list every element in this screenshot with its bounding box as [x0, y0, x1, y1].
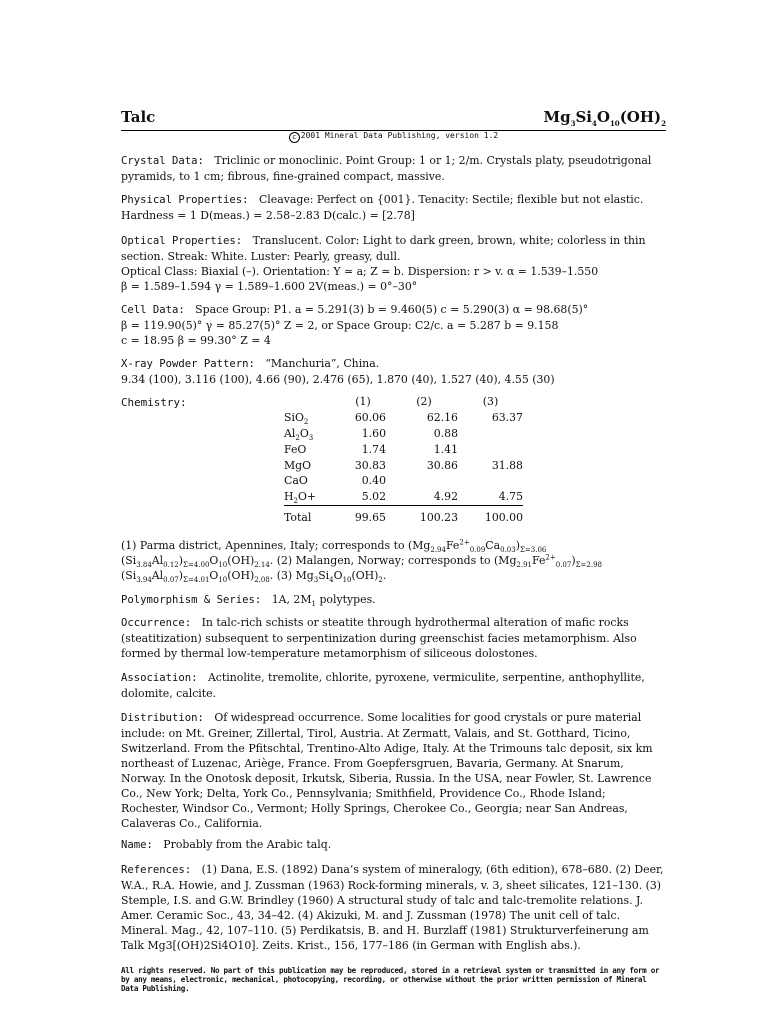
- physical-properties-section: [121, 192, 666, 223]
- name-text: Probably from the Arabic talq.: [163, 838, 332, 851]
- chemistry-col-3: (3): [482, 395, 499, 409]
- occurrence-section: [121, 615, 666, 661]
- chemistry-table: [284, 394, 523, 525]
- distribution-text: Of widespread occurrence. Some localities for good crystals or pure material include: on Mt. Greiner, Zillertal, Tirol, Austria. At Zermatt, Valais, and St. Gotthard, Ticino, Switzerland. From the Pfitschtal, Trentino-Alto Adige, Italy. At the Trimouns talc deposit, six km northeast of Luzenac, Ariège, France. From Goepfersgruen, Bavaria, Germany. At Snarum, Norway. In the Onotosk deposit, Irkutsk, Siberia, Russia. In the USA, near Fowler, St. Lawrence Co., New York; Delta, York Co., Pennsylvania; Smithfield, Providence Co., Rhode Island; Rochester, Windsor Co., Vermont; Holly Springs, Cherokee Co., Georgia; near San Andreas, Calaveras Co., California.: [121, 711, 653, 830]
- chemistry-col-1: (1): [355, 395, 371, 409]
- value-cell: 1.41: [433, 442, 458, 456]
- xray-label: X-ray Powder Pattern:: [121, 358, 255, 370]
- value-cell: [390, 473, 458, 489]
- optical-indices-line: β = 1.589–1.594 γ = 1.589–1.600 2V(meas.) = 0°–30°: [121, 280, 418, 293]
- value-cell: [458, 426, 523, 442]
- copyright-icon: c: [289, 132, 300, 143]
- cell-data-line-3: c = 18.95 β = 99.30° Z = 4: [121, 334, 271, 347]
- value-cell: 1.74: [361, 442, 386, 456]
- oxide-al2o3: $Al_2O_3$: [284, 426, 314, 443]
- table-row: [284, 457, 523, 473]
- optical-properties-section: [121, 233, 666, 294]
- occurrence-label: Occurrence:: [121, 617, 192, 629]
- rights-notice: All rights reserved. No part of this publication may be reproduced, stored in a retrieval system or transmitted in any form or by any means, electronic, mechanical, photocopying, recording, or otherwise without the prior written permission of Mineral Data Publishing.: [121, 966, 660, 993]
- value-cell: 0.40: [361, 474, 386, 488]
- value-cell: 30.86: [426, 458, 458, 472]
- value-cell: 4.92: [433, 490, 458, 504]
- value-cell: [458, 441, 523, 457]
- value-cell: 30.83: [354, 458, 386, 472]
- xray-locality: “Manchuria”, China.: [265, 357, 380, 370]
- crystal-data-section: [121, 153, 666, 184]
- polymorphism-section: [121, 592, 666, 608]
- crystal-data-text: Triclinic or monoclinic. Point Group: 1 or 1; 2/m. Crystals platy, pseudotrigonal pyramids, to 1 cm; fibrous, fine-grained compact, massive.: [121, 154, 652, 183]
- distribution-section: [121, 710, 666, 831]
- value-cell: 5.02: [361, 490, 386, 504]
- distribution-label: Distribution:: [121, 712, 204, 724]
- chemistry-header-row: [284, 394, 523, 410]
- copyright-line: [121, 131, 666, 143]
- table-row: [284, 441, 523, 457]
- cell-data-line-2: β = 119.90(5)° γ = 85.27(5)° Z = 2, or Space Group: C2/c. a = 5.287 b = 9.158: [121, 319, 559, 332]
- oxide-sio2: SiO$_2$: [284, 411, 309, 427]
- association-label: Association:: [121, 672, 198, 684]
- total-value: 100.00: [458, 505, 523, 525]
- mineral-name: Talc: [121, 108, 156, 126]
- oxide-cao: CaO: [284, 474, 308, 488]
- copyright-text: 2001 Mineral Data Publishing, version 1.2: [300, 131, 499, 140]
- total-value: 99.65: [336, 505, 390, 525]
- sheet-header: [121, 106, 666, 131]
- table-row: [284, 473, 523, 489]
- value-cell: [458, 473, 523, 489]
- optical-properties-text: Translucent. Color: Light to dark green, brown, white; colorless in thin section. Streak: White. Luster: Pearly, greasy, dull.: [121, 234, 646, 263]
- polymorphism-text: 1A, $2M_1$ polytypes.: [271, 593, 376, 609]
- chemistry-notes: [121, 538, 666, 583]
- value-cell: 60.06: [354, 411, 386, 425]
- name-label: Name:: [121, 839, 153, 851]
- chemistry-notes-text: (1) Parma district, Apennines, Italy; corresponds to $(Mg_{2.94}Fe^{2+}_{0.09}Ca_{0.03})_{\Sigma=3.06}$ $(Si_{3.84}Al_{0.12})_{\Sigma=4.00}O_{10}(OH)_{2.14}$. (2) Malangen, Norway; corresponds to $(Mg_{2.91}Fe^{2+}_{0.07})_{\Sigma=2.98}$ $(Si_{3.94}Al_{0.07})_{\Sigma=4.01}O_{10}(OH)_{2.08}$. (3) $Mg_3Si_4O_{10}(OH)_2$.: [121, 538, 602, 585]
- oxide-h2o: $H_2O+$: [284, 490, 317, 506]
- references-label: References:: [121, 864, 192, 876]
- references-text: (1) Dana, E.S. (1892) Dana’s system of mineralogy, (6th edition), 678–680. (2) Deer, W.A., R.A. Howie, and J. Zussman (1963) Rock-forming minerals, v. 3, sheet silicates, 121–130. (3) Stemple, I.S. and G.W. Brindley (1960) A structural study of talc and talc-tremolite relations. J. Amer. Ceramic Soc., 43, 34–42. (4) Akizuki, M. and J. Zussman (1978) The unit cell of talc. Mineral. Mag., 42, 107–110. (5) Perdikatsis, B. and H. Burzlaff (1981) Strukturverfeinerung am Talk Mg3[(OH)2Si4O10]. Zeits. Krist., 156, 177–186 (in German with English abs.).: [121, 863, 664, 952]
- value-cell: 62.16: [426, 411, 458, 425]
- occurrence-text: In talc-rich schists or steatite through hydrothermal alteration of mafic rocks (steatitization) subsequent to serpentinization during greenschist facies metamorphism. Also formed by thermal low-temperature metamorphism of siliceous dolostones.: [121, 616, 637, 660]
- cell-data-label: Cell Data:: [121, 304, 185, 316]
- chemistry-col-2: (2): [416, 395, 432, 409]
- association-text: Actinolite, tremolite, chlorite, pyroxene, vermiculite, serpentine, anthophyllite, dolomite, calcite.: [121, 671, 645, 700]
- cell-data-section: [121, 302, 666, 348]
- oxide-mgo: MgO: [284, 458, 312, 472]
- value-cell: 4.75: [498, 490, 523, 504]
- optical-class-line: Optical Class: Biaxial (–). Orientation: Y ≃ a; Z ≃ b. Dispersion: r > v. α = 1.539–1.550: [121, 265, 599, 278]
- table-row: [284, 489, 523, 505]
- physical-properties-text: Cleavage: Perfect on {001}. Tenacity: Sectile; flexible but not elastic. Hardness = 1 D(meas.) = 2.58–2.83 D(calc.) = [2.78]: [121, 193, 644, 222]
- xray-section: [121, 356, 666, 387]
- mineral-formula: $Mg_3Si_4O_{10}(OH)_2$: [543, 108, 666, 128]
- total-label: Total: [284, 505, 336, 525]
- association-section: [121, 670, 666, 701]
- value-cell: 31.88: [491, 458, 523, 472]
- chemistry-label: Chemistry:: [121, 396, 187, 409]
- polymorphism-label: Polymorphism & Series:: [121, 594, 262, 606]
- table-row: [284, 410, 523, 426]
- table-row: [284, 426, 523, 442]
- oxide-feo: FeO: [284, 442, 307, 456]
- name-section: [121, 837, 666, 853]
- total-value: 100.23: [390, 505, 458, 525]
- chemistry-total-row: [284, 505, 523, 525]
- crystal-data-label: Crystal Data:: [121, 155, 204, 167]
- value-cell: 1.60: [361, 426, 386, 440]
- cell-data-line-1: Space Group: P1. a = 5.291(3) b = 9.460(5) c = 5.290(3) α = 98.68(5)°: [195, 303, 589, 316]
- references-section: [121, 862, 666, 953]
- value-cell: 63.37: [491, 411, 523, 425]
- value-cell: 0.88: [433, 426, 458, 440]
- optical-properties-label: Optical Properties:: [121, 235, 243, 247]
- xray-lines: 9.34 (100), 3.116 (100), 4.66 (90), 2.476 (65), 1.870 (40), 1.527 (40), 4.55 (30): [121, 373, 555, 386]
- physical-properties-label: Physical Properties:: [121, 194, 249, 206]
